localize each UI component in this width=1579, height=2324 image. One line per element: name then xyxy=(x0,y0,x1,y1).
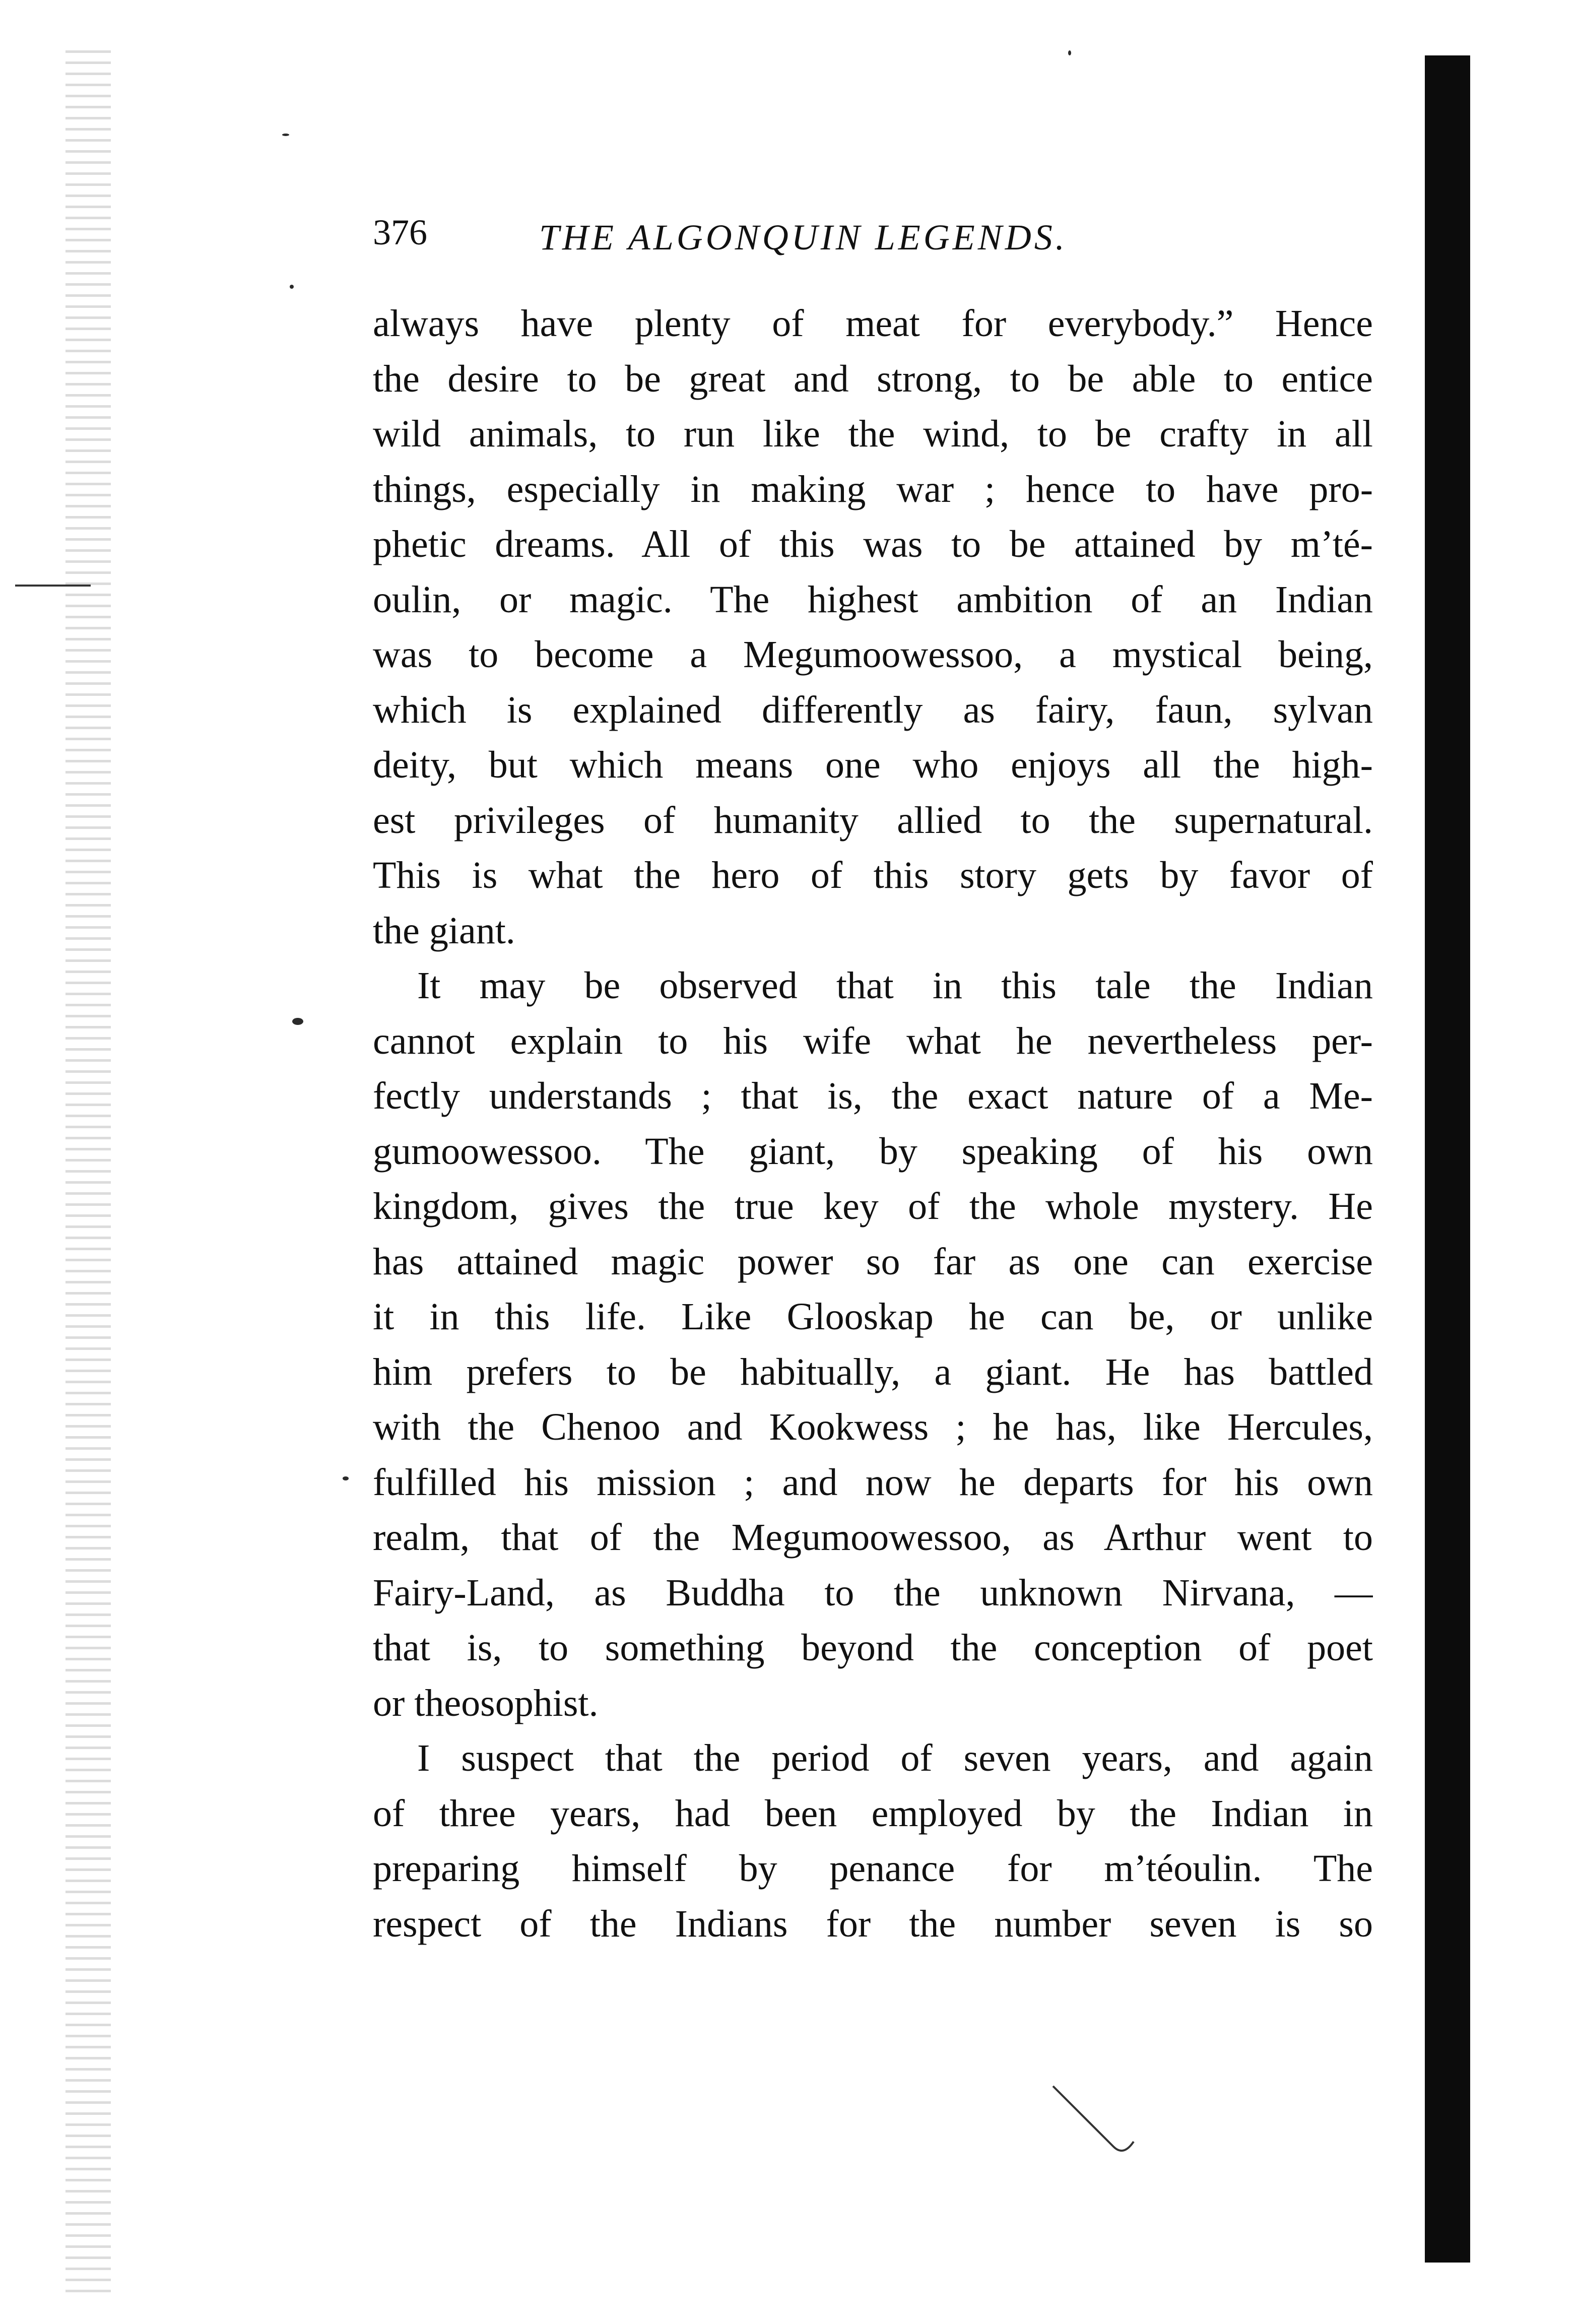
text-line: deity, but which means one who enjoys all the high- xyxy=(373,744,1373,786)
text-line: of three years, had been employed by the Indian in xyxy=(373,1792,1373,1835)
text-line: realm, that of the Megumoowessoo, as Arthur went to xyxy=(373,1516,1373,1559)
text-line: the giant. xyxy=(373,909,515,952)
text-line: respect of the Indians for the number seven is so xyxy=(373,1902,1373,1945)
text-line: was to become a Megumoowessoo, a mystical being, xyxy=(373,633,1373,676)
text-line: with the Chenoo and Kookwess ; he has, like Hercules, xyxy=(373,1406,1373,1448)
text-line: It may be observed that in this tale the Indian xyxy=(417,964,1373,1007)
text-line: fectly understands ; that is, the exact nature of a Me- xyxy=(373,1075,1373,1117)
body-text xyxy=(373,296,1373,1952)
text-line: preparing himself by penance for m’téoulin. The xyxy=(373,1847,1373,1890)
text-line: Fairy-Land, as Buddha to the unknown Nirvana, — xyxy=(373,1571,1373,1614)
text-line: or theosophist. xyxy=(373,1682,599,1724)
scan-left-rule xyxy=(15,585,91,587)
text-line: cannot explain to his wife what he nevertheless per- xyxy=(373,1019,1373,1062)
running-head xyxy=(373,212,1370,267)
scan-speck xyxy=(292,1018,303,1025)
paragraph xyxy=(373,296,1373,958)
text-line: I suspect that the period of seven years, and again xyxy=(417,1737,1373,1779)
text-line: est privileges of humanity allied to the supernatural. xyxy=(373,799,1373,842)
text-line: things, especially in making war ; hence to have pro- xyxy=(373,468,1373,510)
paragraph xyxy=(373,958,1373,1731)
text-line: that is, to something beyond the conception of poet xyxy=(373,1627,1373,1669)
text-line: fulfilled his mission ; and now he departs for his own xyxy=(373,1461,1373,1504)
text-line: oulin, or magic. The highest ambition of an Indian xyxy=(373,578,1373,621)
scan-speck xyxy=(1068,50,1071,55)
pencil-mark xyxy=(1048,2081,1149,2162)
text-line: it in this life. Like Glooskap he can be, or unlike xyxy=(373,1296,1373,1338)
text-line: always have plenty of meat for everybody.” Hence xyxy=(373,302,1373,345)
text-line: which is explained differently as fairy, faun, sylvan xyxy=(373,688,1373,731)
scan-right-binding-edge xyxy=(1425,55,1470,2263)
scan-left-margin-shadow xyxy=(65,50,111,2293)
scan-speck xyxy=(282,134,289,136)
text-line: wild animals, to run like the wind, to be crafty in all xyxy=(373,413,1373,455)
paragraph xyxy=(373,1731,1373,1952)
text-line: gumoowessoo. The giant, by speaking of his own xyxy=(373,1130,1373,1173)
running-title: THE ALGONQUIN LEGENDS. xyxy=(539,217,1068,257)
text-line: kingdom, gives the true key of the whole mystery. He xyxy=(373,1185,1373,1228)
page-number: 376 xyxy=(373,212,427,252)
text-line: phetic dreams. All of this was to be attained by m’té- xyxy=(373,523,1373,565)
scan-speck xyxy=(343,1476,349,1480)
text-line: has attained magic power so far as one can exercise xyxy=(373,1240,1373,1283)
text-line: This is what the hero of this story gets by favor of xyxy=(373,854,1373,896)
scan-speck xyxy=(290,285,294,289)
text-line: the desire to be great and strong, to be able to entice xyxy=(373,357,1373,400)
text-line: him prefers to be habitually, a giant. He has battled xyxy=(373,1350,1373,1393)
